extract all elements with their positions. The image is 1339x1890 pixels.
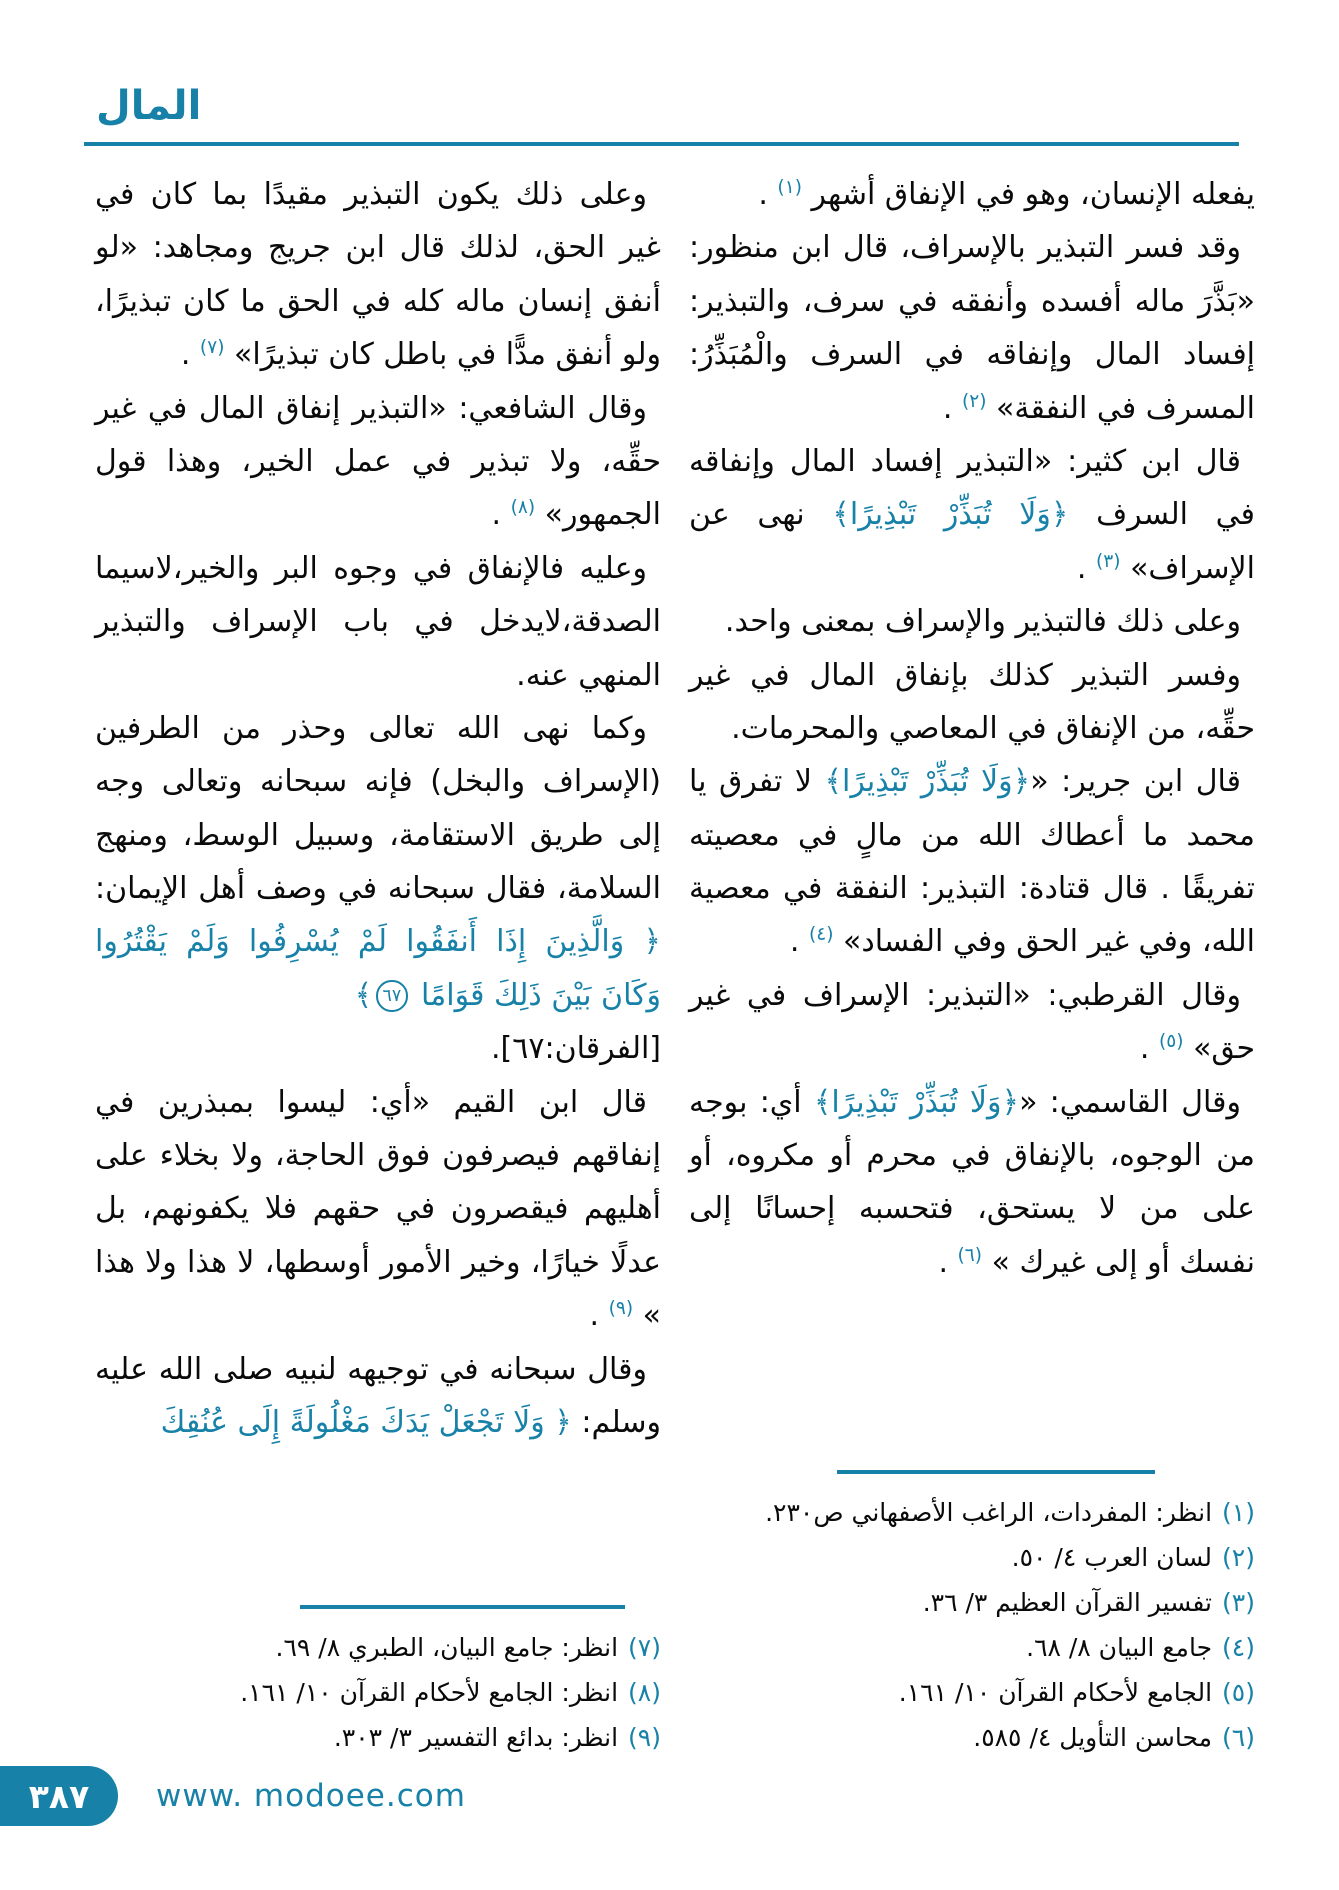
footnote-text: انظر: بدائع التفسير ٣/ ٣٠٣.	[333, 1723, 619, 1752]
body-text: .	[938, 1244, 958, 1280]
body-text: وعلى ذلك يكون التبذير مقيدًا بما كان في غير الحق، لذلك قال ابن جريج ومجاهد: «لو أنفق إنسان ماله كله في الحق ما كان تبذيرًا، ولو أنفق مدًّا في باطل كان تبذيرًا»	[95, 177, 661, 373]
body-text: .	[942, 390, 962, 426]
body-text: وعليه فالإنفاق في وجوه البر والخير،لاسيما الصدقة،لايدخل في باب الإسراف والتبذير المنهي عنه.	[95, 550, 661, 693]
body-text: .	[180, 337, 200, 373]
footnote-number: (١)	[1222, 1498, 1255, 1527]
footnote	[689, 1580, 1255, 1625]
paragraph	[689, 221, 1255, 435]
body-text: وقال سبحانه في توجيهه لنبيه صلى الله عليه وسلم:	[95, 1351, 661, 1440]
body-text: .	[1139, 1031, 1159, 1067]
footnote-text: انظر: الجامع لأحكام القرآن ١٠/ ١٦١.	[240, 1678, 619, 1707]
body-text: أي: بوجه من الوجوه، بالإنفاق في محرم أو مكروه، أو على من لا يستحق، فتحسبه إحسانًا إلى نفسك أو إلى غيرك »	[689, 1084, 1255, 1280]
column-right	[689, 168, 1255, 1786]
footnote-number: (٣)	[1222, 1588, 1255, 1617]
body-text: قال ابن القيم «أي: ليسوا بمبذرين في إنفاقهم فيصرفون فوق الحاجة، ولا بخلاء على أهليهم فيقصرون في حقهم فلا يكفونهم، بل عدلًا خيارًا، وخير الأمور أوسطها، لا هذا ولا هذا »	[95, 1084, 661, 1334]
paragraph	[689, 595, 1255, 648]
website-link[interactable]: www. modoee.com	[156, 1778, 466, 1814]
footnote	[689, 1670, 1255, 1715]
body-text: .	[1076, 550, 1096, 586]
paragraph	[95, 168, 661, 382]
footnote	[95, 1625, 661, 1670]
paragraph	[689, 649, 1255, 756]
paragraph	[689, 755, 1255, 969]
footnote-number: (٩)	[628, 1723, 661, 1752]
footnotes-separator	[300, 1605, 625, 1609]
paragraph	[95, 1343, 661, 1450]
ayah-number: ٦٧	[376, 980, 407, 1011]
body-text: .	[758, 177, 778, 212]
column-right-body	[689, 168, 1255, 1289]
footnotes-list	[689, 1490, 1255, 1760]
footnote	[95, 1670, 661, 1715]
paragraph	[689, 1076, 1255, 1290]
page-title: المال	[96, 83, 202, 129]
body-text: .	[491, 497, 511, 533]
body-text: لا تفرق يا محمد ما أعطاك الله من مالٍ في معصيته تفريقًا . قال قتادة: التبذير: النفقة في معصية الله، وفي غير الحق وفي الفساد»	[689, 764, 1255, 960]
body-text: وقال الشافعي: «التبذير إنفاق المال في غير حقِّه، ولا تبذير في عمل الخير، وهذا قول الجمهور»	[95, 390, 661, 533]
footnote-ref: (٨)	[510, 497, 536, 519]
body-text: وعلى ذلك فالتبذير والإسراف بمعنى واحد.	[724, 604, 1241, 640]
quran-verse: ﴿وَلَا تُبَذِّرْ تَبْذِيرًا﴾	[824, 764, 1031, 800]
footnote-number: (٨)	[628, 1678, 661, 1707]
quran-verse: ﴿ وَلَا تَجْعَلْ يَدَكَ مَغْلُولَةً إِلَى عُنُقِكَ	[160, 1404, 572, 1440]
footnote	[95, 1715, 661, 1760]
body-text: يفعله الإنسان، وهو في الإنفاق أشهر	[801, 177, 1255, 212]
paragraph	[689, 969, 1255, 1076]
footnote-ref: (٤)	[808, 924, 834, 946]
column-left-body	[95, 168, 661, 1449]
paragraph	[95, 542, 661, 702]
body-text: [الفرقان:٦٧].	[490, 1031, 661, 1067]
paragraph	[95, 382, 661, 542]
paragraph	[95, 702, 661, 1076]
column-left-footnotes	[95, 1605, 661, 1786]
footnote-number: (٦)	[1222, 1723, 1255, 1752]
footnote	[689, 1715, 1255, 1760]
page-content	[0, 146, 1339, 1786]
paragraph	[95, 1076, 661, 1343]
body-text: .	[789, 924, 809, 960]
footnote-text: انظر: جامع البيان، الطبري ٨/ ٦٩.	[275, 1633, 619, 1662]
footnote	[689, 1625, 1255, 1670]
footnote-text: جامع البيان ٨/ ٦٨.	[1026, 1633, 1213, 1662]
quran-verse: ﴾	[354, 977, 373, 1013]
page-number: ٣٨٧	[28, 1776, 90, 1816]
body-text: وقد فسر التبذير بالإسراف، قال ابن منظور: «بَذَّرَ ماله أفسده وأنفقه في سرف، والتبذير: إفساد المال وإنفاقه في السرف والْمُبَذِّرُ: المسرف في النفقة»	[689, 230, 1255, 426]
footnote-number: (٧)	[628, 1633, 661, 1662]
footnote-number: (٥)	[1222, 1678, 1255, 1707]
footnote-text: انظر: المفردات، الراغب الأصفهاني ص٢٣٠.	[765, 1498, 1213, 1527]
body-text: وفسر التبذير كذلك بإنفاق المال في غير حقِّه، من الإنفاق في المعاصي والمحرمات.	[689, 657, 1255, 746]
page-number-badge	[0, 1766, 118, 1826]
footnote-number: (٤)	[1222, 1633, 1255, 1662]
page-header	[0, 0, 1339, 146]
footnote-ref: (٢)	[961, 390, 987, 412]
paragraph	[689, 168, 1255, 221]
footnote-text: تفسير القرآن العظيم ٣/ ٣٦.	[922, 1588, 1213, 1617]
footnote	[689, 1535, 1255, 1580]
column-left	[95, 168, 661, 1786]
footnote-text: لسان العرب ٤/ ٥٠.	[1011, 1543, 1213, 1572]
paragraph	[689, 435, 1255, 595]
quran-verse: ﴿وَلَا تُبَذِّرْ تَبْذِيرًا﴾	[813, 1084, 1020, 1120]
footnote-number: (٢)	[1222, 1543, 1255, 1572]
footnote-ref: (٦)	[957, 1244, 983, 1266]
footnote-ref: (٧)	[199, 337, 225, 359]
body-text: وقال القاسمي: «	[1019, 1084, 1241, 1120]
footnote-text: الجامع لأحكام القرآن ١٠/ ١٦١.	[898, 1678, 1213, 1707]
footnotes-list	[95, 1625, 661, 1760]
body-text: قال ابن جرير: «	[1030, 764, 1241, 800]
body-text: قال ابن كثير: «التبذير إفساد المال وإنفاقه في السرف	[689, 443, 1255, 533]
footnote-text: محاسن التأويل ٤/ ٥٨٥.	[973, 1723, 1213, 1752]
body-text: نهى عن الإسراف»	[689, 497, 1255, 586]
footnotes-separator	[837, 1470, 1155, 1474]
body-text: وكما نهى الله تعالى وحذر من الطرفين (الإسراف والبخل) فإنه سبحانه وتعالى وجه إلى طريق الاستقامة، وسبيل الوسط، ومنهج السلامة، فقال سبحانه في وصف أهل الإيمان:	[95, 710, 661, 907]
footnote-ref: (٣)	[1096, 550, 1121, 572]
body-text: وقال القرطبي: «التبذير: الإسراف في غير حق»	[689, 977, 1255, 1067]
footnote	[689, 1490, 1255, 1535]
footnote-ref: (٥)	[1159, 1031, 1184, 1053]
column-right-footnotes	[689, 1470, 1255, 1786]
body-text: .	[589, 1298, 609, 1334]
quran-verse: ﴿وَلَا تُبَذِّرْ تَبْذِيرًا﴾	[832, 497, 1069, 533]
footnote-ref: (١)	[777, 177, 802, 198]
quran-verse: ﴿ وَالَّذِينَ إِذَا أَنفَقُوا لَمْ يُسْرِفُوا وَلَمْ يَقْتُرُوا وَكَانَ بَيْنَ ذَلِكَ قَوَامًا	[95, 924, 661, 1013]
footnote-ref: (٩)	[608, 1298, 634, 1320]
